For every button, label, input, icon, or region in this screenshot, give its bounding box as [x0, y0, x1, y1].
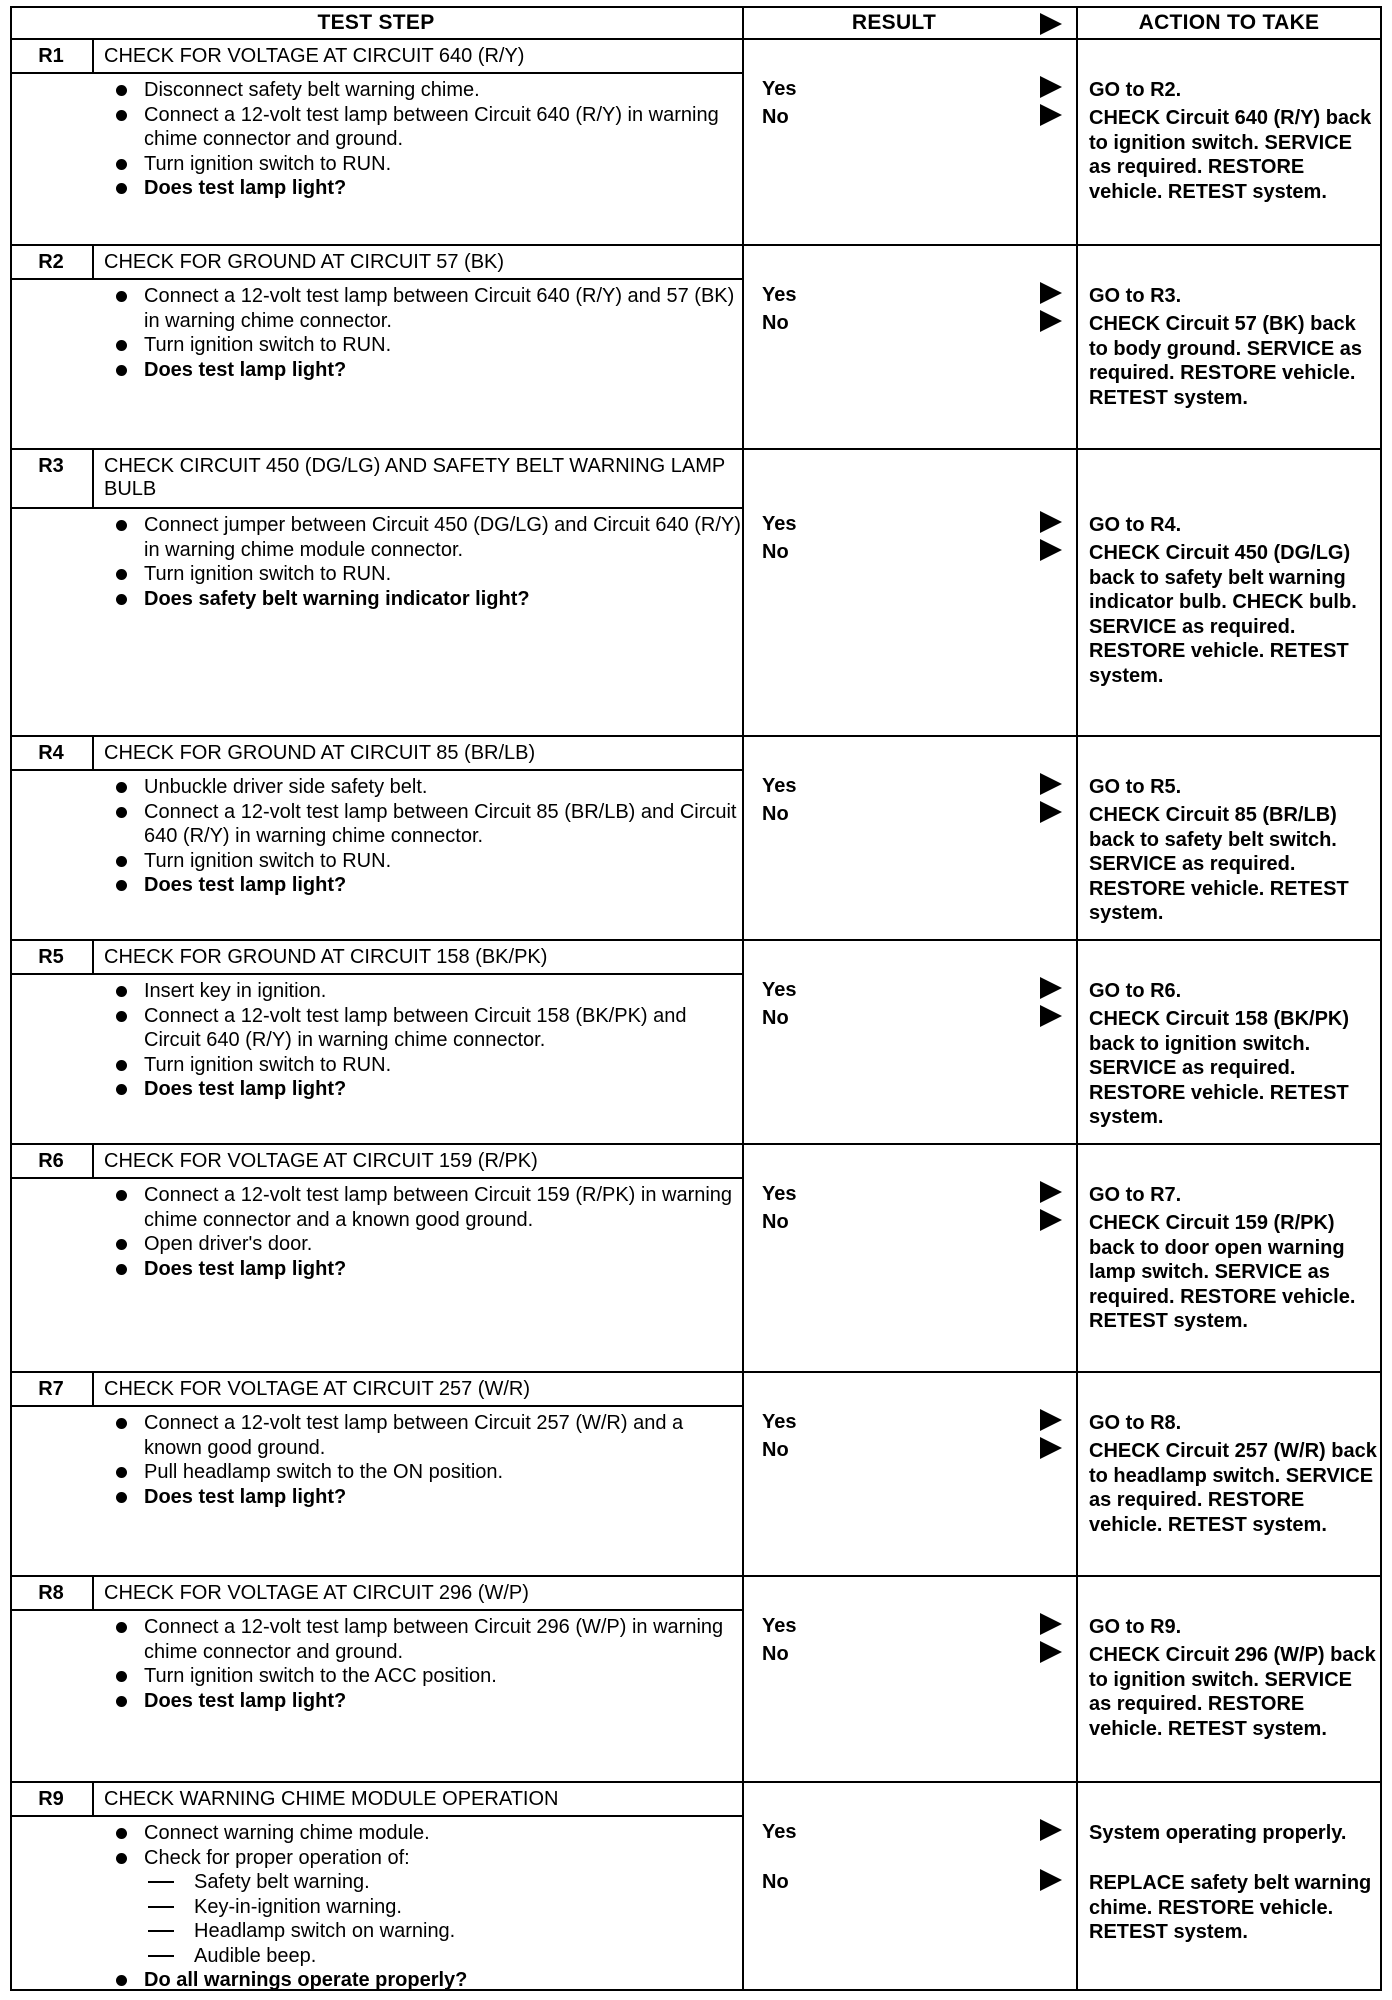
yes-action-text: GO to	[1089, 776, 1151, 798]
arrow-right-icon	[1040, 539, 1062, 561]
arrow-right-icon	[1040, 1819, 1062, 1841]
result-no: No	[762, 1643, 789, 1665]
arrow-right-icon	[1040, 773, 1062, 795]
no-action: CHECK Circuit 640 (R/Y) back to ignition switch. SERVICE as required. RESTORE vehicle. RETEST system.	[1089, 107, 1372, 203]
test-question: Does test lamp light?	[104, 1689, 744, 1714]
step-title: CHECK CIRCUIT 450 (DG/LG) AND SAFETY BELT WARNING LAMP BULB	[104, 455, 725, 500]
id-divider	[92, 1783, 94, 1815]
sub-item: Audible beep.	[104, 1944, 744, 1969]
yes-action	[1089, 284, 1379, 309]
no-action: CHECK Circuit 85 (BR/LB) back to safety belt switch. SERVICE as required. RESTORE vehicle. RETEST system.	[1089, 804, 1349, 924]
yes-action-text: System operating properly.	[1089, 1822, 1347, 1844]
next-step-link[interactable]: R5.	[1150, 776, 1182, 798]
step-id: R2	[38, 251, 64, 273]
result-no: No	[762, 1007, 789, 1029]
step-title: CHECK FOR GROUND AT CIRCUIT 158 (BK/PK)	[104, 946, 548, 968]
step-id: R4	[38, 742, 64, 764]
title-divider	[10, 72, 742, 74]
step-row-r8	[10, 1577, 1382, 1783]
title-divider	[10, 507, 742, 509]
yes-action	[1089, 1183, 1379, 1208]
result-no: No	[762, 106, 789, 128]
procedure-item: Connect warning chime module.	[104, 1821, 744, 1846]
yes-action	[1089, 1411, 1379, 1436]
step-id: R6	[38, 1150, 64, 1172]
title-divider	[10, 1609, 742, 1611]
step-id: R3	[38, 455, 64, 477]
id-divider	[92, 450, 94, 507]
arrow-right-icon	[1040, 1641, 1062, 1663]
id-divider	[92, 1577, 94, 1609]
arrow-right-icon	[1040, 1869, 1062, 1891]
result-no: No	[762, 1871, 789, 1893]
yes-action-text: GO to	[1089, 980, 1151, 1002]
result-no: No	[762, 803, 789, 825]
no-action: CHECK Circuit 296 (W/P) back to ignition switch. SERVICE as required. RESTORE vehicle. RETEST system.	[1089, 1644, 1376, 1740]
procedure-list	[104, 1183, 744, 1281]
step-title: CHECK FOR VOLTAGE AT CIRCUIT 296 (W/P)	[104, 1582, 529, 1604]
test-question: Does safety belt warning indicator light?	[104, 587, 744, 612]
title-divider	[10, 1815, 742, 1817]
test-question: Does test lamp light?	[104, 1077, 744, 1102]
id-divider	[92, 737, 94, 769]
step-row-r4	[10, 737, 1382, 941]
header-action: ACTION TO TAKE	[1138, 11, 1320, 34]
test-question: Does test lamp light?	[104, 1257, 744, 1282]
procedure-item: Connect a 12-volt test lamp between Circuit 640 (R/Y) in warning chime connector and ground.	[104, 103, 744, 152]
no-action: CHECK Circuit 159 (R/PK) back to door open warning lamp switch. SERVICE as required. RESTORE vehicle. RETEST system.	[1089, 1212, 1356, 1332]
next-step-link[interactable]: R4.	[1150, 514, 1182, 536]
yes-action-text: GO to	[1089, 79, 1151, 101]
test-question: Do all warnings operate properly?	[104, 1968, 744, 1993]
id-divider	[92, 941, 94, 973]
yes-action	[1089, 1615, 1379, 1640]
step-id: R7	[38, 1378, 64, 1400]
header-divider	[10, 38, 1382, 40]
title-divider	[10, 1405, 742, 1407]
result-yes: Yes	[762, 1411, 797, 1433]
procedure-list	[104, 1821, 744, 1993]
arrow-right-icon	[1040, 1437, 1062, 1459]
procedure-item: Turn ignition switch to RUN.	[104, 849, 744, 874]
step-row-r6	[10, 1145, 1382, 1373]
id-divider	[92, 246, 94, 278]
sub-item: Key-in-ignition warning.	[104, 1895, 744, 1920]
arrow-right-icon	[1040, 1209, 1062, 1231]
procedure-item: Connect a 12-volt test lamp between Circuit 296 (W/P) in warning chime connector and ground.	[104, 1615, 744, 1664]
header-result: RESULT	[851, 11, 937, 34]
step-row-r1	[10, 40, 1382, 246]
title-divider	[10, 278, 742, 280]
result-yes: Yes	[762, 513, 797, 535]
step-id: R1	[38, 45, 64, 67]
procedure-item: Disconnect safety belt warning chime.	[104, 78, 744, 103]
arrow-right-icon	[1040, 511, 1062, 533]
result-yes: Yes	[762, 78, 797, 100]
procedure-item: Pull headlamp switch to the ON position.	[104, 1460, 744, 1485]
arrow-right-icon	[1040, 104, 1062, 126]
header-arrow-icon	[1040, 13, 1062, 35]
header-test-step: TEST STEP	[317, 11, 435, 34]
procedure-item: Connect a 12-volt test lamp between Circuit 158 (BK/PK) and Circuit 640 (R/Y) in warning chime connector.	[104, 1004, 744, 1053]
no-action: CHECK Circuit 257 (W/R) back to headlamp switch. SERVICE as required. RESTORE vehicle. RETEST system.	[1089, 1440, 1377, 1536]
step-id: R8	[38, 1582, 64, 1604]
test-question: Does test lamp light?	[104, 873, 744, 898]
procedure-list	[104, 513, 744, 611]
test-question: Does test lamp light?	[104, 1485, 744, 1510]
step-id: R9	[38, 1788, 64, 1810]
title-divider	[10, 1177, 742, 1179]
yes-action-text: GO to	[1089, 1184, 1151, 1206]
procedure-list	[104, 979, 744, 1102]
procedure-item: Unbuckle driver side safety belt.	[104, 775, 744, 800]
procedure-list	[104, 1615, 744, 1713]
step-row-r3	[10, 450, 1382, 737]
diagnostic-table	[10, 6, 1382, 1991]
arrow-right-icon	[1040, 801, 1062, 823]
yes-action-text: GO to	[1089, 1616, 1151, 1638]
step-row-r9	[10, 1783, 1382, 1991]
step-title: CHECK FOR GROUND AT CIRCUIT 57 (BK)	[104, 251, 505, 273]
arrow-right-icon	[1040, 310, 1062, 332]
arrow-right-icon	[1040, 1409, 1062, 1431]
yes-action	[1089, 1821, 1379, 1846]
result-no: No	[762, 1439, 789, 1461]
next-step-link[interactable]: R3.	[1150, 285, 1182, 307]
step-id: R5	[38, 946, 64, 968]
divider-steps-result	[742, 6, 744, 1991]
no-action: REPLACE safety belt warning chime. RESTORE vehicle. RETEST system.	[1089, 1872, 1372, 1943]
result-no: No	[762, 312, 789, 334]
result-yes: Yes	[762, 979, 797, 1001]
procedure-item: Connect a 12-volt test lamp between Circuit 640 (R/Y) and 57 (BK) in warning chime connector.	[104, 284, 744, 333]
arrow-right-icon	[1040, 76, 1062, 98]
next-step-link[interactable]: R7.	[1150, 1184, 1182, 1206]
step-row-r2	[10, 246, 1382, 450]
next-step-link[interactable]: R8.	[1150, 1412, 1182, 1434]
procedure-item: Turn ignition switch to RUN.	[104, 152, 744, 177]
step-title: CHECK FOR VOLTAGE AT CIRCUIT 257 (W/R)	[104, 1378, 530, 1400]
step-row-r5	[10, 941, 1382, 1145]
yes-action	[1089, 513, 1379, 538]
title-divider	[10, 769, 742, 771]
no-action: CHECK Circuit 450 (DG/LG) back to safety belt warning indicator bulb. CHECK bulb. SERVICE as required. RESTORE vehicle. RETEST system.	[1089, 542, 1357, 687]
sub-item: Safety belt warning.	[104, 1870, 744, 1895]
procedure-list	[104, 1411, 744, 1509]
id-divider	[92, 1373, 94, 1405]
procedure-item: Open driver's door.	[104, 1232, 744, 1257]
procedure-item: Connect a 12-volt test lamp between Circuit 257 (W/R) and a known good ground.	[104, 1411, 744, 1460]
next-step-link[interactable]: R6.	[1150, 980, 1182, 1002]
yes-action	[1089, 775, 1379, 800]
next-step-link[interactable]: R9.	[1150, 1616, 1182, 1638]
result-no: No	[762, 1211, 789, 1233]
step-title: CHECK WARNING CHIME MODULE OPERATION	[104, 1788, 559, 1810]
sub-item: Headlamp switch on warning.	[104, 1919, 744, 1944]
arrow-right-icon	[1040, 1613, 1062, 1635]
yes-action-text: GO to	[1089, 1412, 1151, 1434]
test-question: Does test lamp light?	[104, 358, 744, 383]
result-yes: Yes	[762, 1183, 797, 1205]
id-divider	[92, 40, 94, 72]
divider-result-action	[1076, 6, 1078, 1991]
procedure-list	[104, 775, 744, 898]
result-no: No	[762, 541, 789, 563]
arrow-right-icon	[1040, 1005, 1062, 1027]
title-divider	[10, 973, 742, 975]
yes-action	[1089, 979, 1379, 1004]
procedure-item: Turn ignition switch to RUN.	[104, 1053, 744, 1078]
next-step-link[interactable]: R2.	[1150, 79, 1182, 101]
step-title: CHECK FOR GROUND AT CIRCUIT 85 (BR/LB)	[104, 742, 536, 764]
procedure-list	[104, 284, 744, 382]
step-row-r7	[10, 1373, 1382, 1577]
result-yes: Yes	[762, 1615, 797, 1637]
arrow-right-icon	[1040, 1181, 1062, 1203]
result-yes: Yes	[762, 284, 797, 306]
procedure-item: Turn ignition switch to RUN.	[104, 562, 744, 587]
yes-action	[1089, 78, 1379, 103]
result-yes: Yes	[762, 775, 797, 797]
yes-action-text: GO to	[1089, 514, 1151, 536]
test-question: Does test lamp light?	[104, 176, 744, 201]
procedure-list	[104, 78, 744, 201]
procedure-item: Turn ignition switch to the ACC position.	[104, 1664, 744, 1689]
step-title: CHECK FOR VOLTAGE AT CIRCUIT 159 (R/PK)	[104, 1150, 538, 1172]
step-title: CHECK FOR VOLTAGE AT CIRCUIT 640 (R/Y)	[104, 45, 525, 67]
result-yes: Yes	[762, 1821, 797, 1843]
yes-action-text: GO to	[1089, 285, 1151, 307]
procedure-item: Insert key in ignition.	[104, 979, 744, 1004]
procedure-item: Connect a 12-volt test lamp between Circuit 159 (R/PK) in warning chime connector and a known good ground.	[104, 1183, 744, 1232]
no-action: CHECK Circuit 57 (BK) back to body ground. SERVICE as required. RESTORE vehicle. RETEST system.	[1089, 313, 1362, 409]
procedure-item: Check for proper operation of:	[104, 1846, 744, 1871]
arrow-right-icon	[1040, 977, 1062, 999]
no-action: CHECK Circuit 158 (BK/PK) back to ignition switch. SERVICE as required. RESTORE vehicle. RETEST system.	[1089, 1008, 1350, 1128]
procedure-item: Turn ignition switch to RUN.	[104, 333, 744, 358]
arrow-right-icon	[1040, 282, 1062, 304]
procedure-item: Connect a 12-volt test lamp between Circuit 85 (BR/LB) and Circuit 640 (R/Y) in warning chime connector.	[104, 800, 744, 849]
id-divider	[92, 1145, 94, 1177]
procedure-item: Connect jumper between Circuit 450 (DG/LG) and Circuit 640 (R/Y) in warning chime module connector.	[104, 513, 744, 562]
